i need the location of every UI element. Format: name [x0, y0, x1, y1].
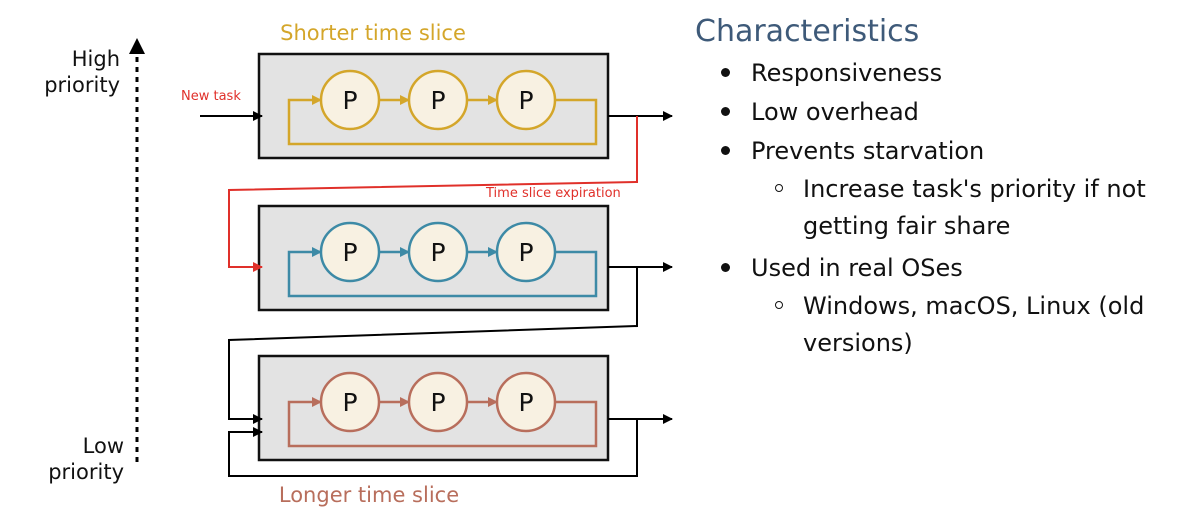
characteristic-item — [695, 54, 1165, 93]
characteristic-subtext: Windows, macOS, Linux (old versions) — [803, 292, 1145, 357]
characteristic-subtext: Increase task's priority if not getting fair share — [803, 175, 1146, 240]
characteristic-text: Responsiveness — [751, 59, 943, 87]
process-label: P — [430, 238, 446, 267]
sub-bullet-icon — [775, 184, 783, 192]
process-label: P — [518, 238, 534, 267]
high-priority-label-line2: priority — [44, 73, 120, 97]
characteristic-item — [695, 249, 1165, 288]
low-priority-label-line1: Low — [82, 434, 124, 458]
new-task-arrow — [181, 89, 262, 116]
process-label: P — [342, 388, 358, 417]
process-label: P — [430, 86, 446, 115]
low-priority-label-line2: priority — [48, 460, 124, 484]
queue-top — [259, 54, 608, 158]
characteristic-subitem — [695, 288, 1165, 362]
process-label: P — [342, 86, 358, 115]
queues — [259, 54, 608, 460]
bullet-icon — [721, 107, 730, 116]
characteristic-text: Used in real OSes — [751, 254, 963, 282]
queue-top-label: Shorter time slice — [280, 21, 466, 45]
queue-bottom-label: Longer time slice — [278, 483, 460, 507]
priority-axis — [44, 38, 145, 484]
queue-bottom — [259, 356, 608, 460]
process-label: P — [518, 388, 534, 417]
bullet-icon — [721, 263, 730, 272]
characteristic-subitem — [695, 171, 1165, 245]
sub-bullet-icon — [775, 301, 783, 309]
process-label: P — [430, 388, 446, 417]
process-label: P — [518, 86, 534, 115]
priority-axis-arrowhead — [129, 38, 145, 54]
characteristic-text: Low overhead — [751, 98, 919, 126]
characteristic-item — [695, 132, 1165, 171]
bullet-icon — [721, 68, 730, 77]
characteristics-title: Characteristics — [695, 14, 920, 49]
characteristics-list — [695, 54, 1165, 362]
high-priority-label-line1: High — [71, 47, 120, 71]
new-task-label: New task — [181, 89, 241, 104]
process-label: P — [342, 238, 358, 267]
bullet-icon — [721, 146, 730, 155]
characteristic-item — [695, 93, 1165, 132]
time-slice-expiration-label: Time slice expiration — [486, 186, 621, 201]
characteristic-text: Prevents starvation — [751, 137, 985, 165]
characteristics-panel — [695, 10, 1165, 366]
queue-middle — [259, 206, 608, 310]
